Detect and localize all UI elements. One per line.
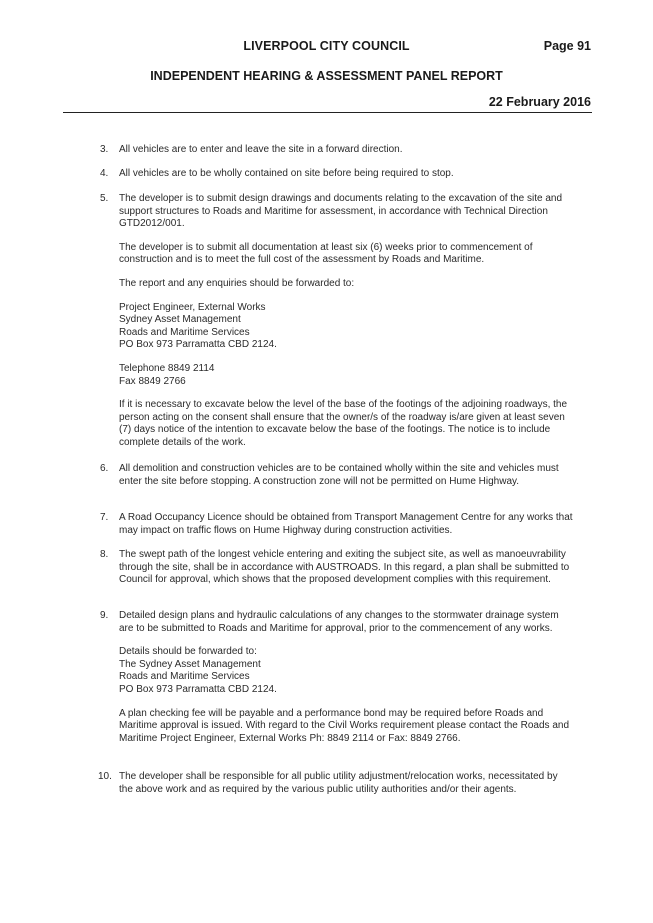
condition-text [119,549,574,587]
condition-number: 6. [100,463,109,474]
condition-paragraph: A Road Occupancy Licence should be obtained from Transport Management Centre for any works that may impact on traffic flows on Hume Highway during construction activities. [119,512,573,536]
condition-text [119,771,574,796]
condition-text [119,193,574,450]
address-line: PO Box 973 Parramatta CBD 2124. [119,339,277,351]
condition-paragraph: All demolition and construction vehicles are to be contained wholly within the site and vehicles must enter the site before stopping. A construction zone will not be permitted on Hume Highway. [119,463,559,487]
condition-number: 10. [98,771,112,782]
condition-paragraph: The developer is to submit all documentation at least six (6) weeks prior to commencement of construction and is to meet the full cost of the assessment by Roads and Maritime. [119,241,533,266]
condition-paragraph: The developer is to submit design drawings and documents relating to the excavation of the site and support structures to Roads and Maritime for assessment, in accordance with Technical Direction GTD2012/001. [119,193,563,230]
condition-number: 9. [100,610,109,621]
header-date: 22 February 2016 [488,95,591,109]
contact-telephone: Telephone 8849 2114 [119,362,215,374]
contact-fax: Fax 8849 2766 [119,375,186,387]
condition-text [119,168,574,181]
header-council: LIVERPOOL CITY COUNCIL [243,39,410,53]
header-rule [63,112,592,113]
condition-paragraph: The report and any enquiries should be forwarded to: [119,277,355,289]
condition-number: 5. [100,193,109,204]
address-line: Sydney Asset Management [119,314,241,326]
header-panel-title: INDEPENDENT HEARING & ASSESSMENT PANEL REPORT [150,69,503,83]
condition-number: 4. [100,168,109,179]
condition-text [119,463,574,488]
address-line: Roads and Maritime Services [119,326,250,338]
address-line: PO Box 973 Parramatta CBD 2124. [119,683,277,695]
condition-text [119,512,574,537]
condition-paragraph: If it is necessary to excavate below the level of the base of the footings of the adjoining roadways, the person acting on the consent shall ensure that the owner/s of the roadway is/are given at least seven (7) days notice of the intention to excavate below the base of the footings. The notice is to include complete details of the work. [119,399,568,448]
address-line: Roads and Maritime Services [119,671,250,683]
condition-paragraph: A plan checking fee will be payable and a performance bond may be required before Roads and Maritime approval is issued. With regard to the Civil Works requirement please contact the Roads and Maritime Project Engineer, External Works Ph: 8849 2114 or Fax: 8849 2766. [119,707,570,744]
condition-paragraph: Detailed design plans and hydraulic calculations of any changes to the stormwater drainage system are to be submitted to Roads and Maritime for approval, prior to the commencement of any works. [119,610,559,634]
condition-text [119,610,574,745]
condition-paragraph: The swept path of the longest vehicle entering and exiting the subject site, as well as manoeuvrability through the site, shall be in accordance with AUSTROADS. In this regard, a plan shall be submitted to Council for approval, which shows that the proposed development complies with this requirement. [119,549,570,586]
condition-number: 3. [100,144,109,155]
condition-paragraph: The developer shall be responsible for all public utility adjustment/relocation works, necessitated by the above work and as required by the various public utility authorities and/or their agents. [119,771,558,795]
header-page-number: Page 91 [543,39,591,53]
condition-number: 8. [100,549,109,560]
address-line: Details should be forwarded to: [119,646,257,658]
condition-paragraph: All vehicles are to enter and leave the site in a forward direction. [119,144,403,155]
address-line: The Sydney Asset Management [119,658,261,670]
condition-number: 7. [100,512,109,523]
condition-paragraph: All vehicles are to be wholly contained on site before being required to stop. [119,168,454,179]
condition-text [119,144,574,157]
address-line: Project Engineer, External Works [119,301,266,313]
